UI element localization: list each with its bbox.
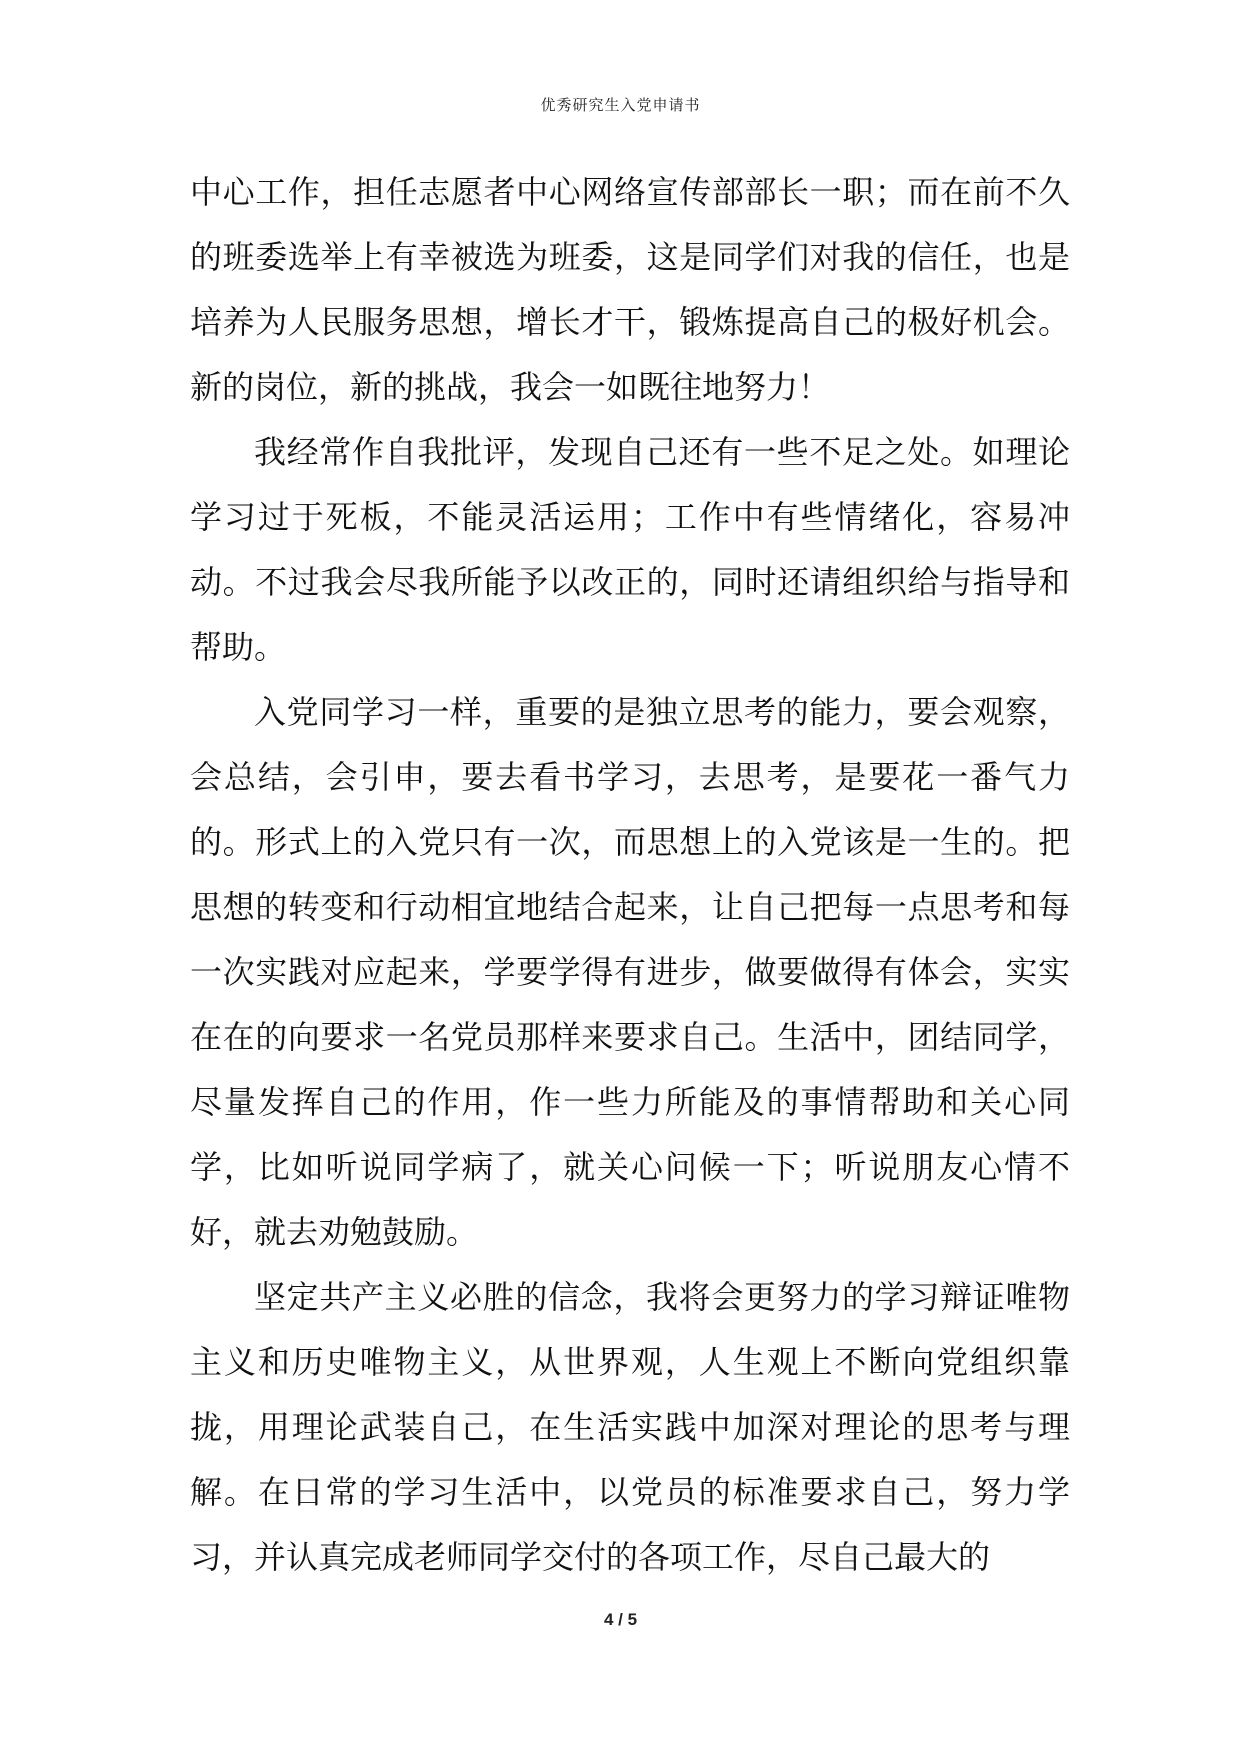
paragraph-2: 我经常作自我批评，发现自己还有一些不足之处。如理论学习过于死板，不能灵活运用；工作中有些情绪化，容易冲动。不过我会尽我所能予以改正的，同时还请组织给与指导和帮助。: [190, 433, 1070, 666]
page-header-title: 优秀研究生入党申请书: [540, 96, 701, 114]
paragraph-3: 入党同学习一样，重要的是独立思考的能力，要会观察，会总结，会引申，要去看书学习，去思考，是要花一番气力的。形式上的入党只有一次，而思想上的入党该是一生的。把思想的转变和行动相宜地结合起来，让自己把每一点思考和每一次实践对应起来，学要学得有进步，做要做得有体会，实实在在的向要求一名党员那样来要求自己。生活中，团结同学，尽量发挥自己的作用，作一些力所能及的事情帮助和关心同学，比如听说同学病了，就关心问候一下；听说朋友心情不好，就去劝勉鼓励。: [190, 693, 1070, 1251]
paragraph-1: 中心工作，担任志愿者中心网络宣传部部长一职；而在前不久的班委选举上有幸被选为班委，这是同学们对我的信任，也是培养为人民服务思想，增长才干，锻炼提高自己的极好机会。新的岗位，新的挑战，我会一如既往地努力！: [190, 173, 1070, 406]
document-body: [190, 160, 1070, 1590]
page-number: 4 / 5: [603, 1610, 638, 1629]
paragraph-4: 坚定共产主义必胜的信念，我将会更努力的学习辩证唯物主义和历史唯物主义，从世界观，人生观上不断向党组织靠拢，用理论武装自己，在生活实践中加深对理论的思考与理解。在日常的学习生活中，以党员的标准要求自己，努力学习，并认真完成老师同学交付的各项工作，尽自己最大的: [190, 1278, 1070, 1576]
